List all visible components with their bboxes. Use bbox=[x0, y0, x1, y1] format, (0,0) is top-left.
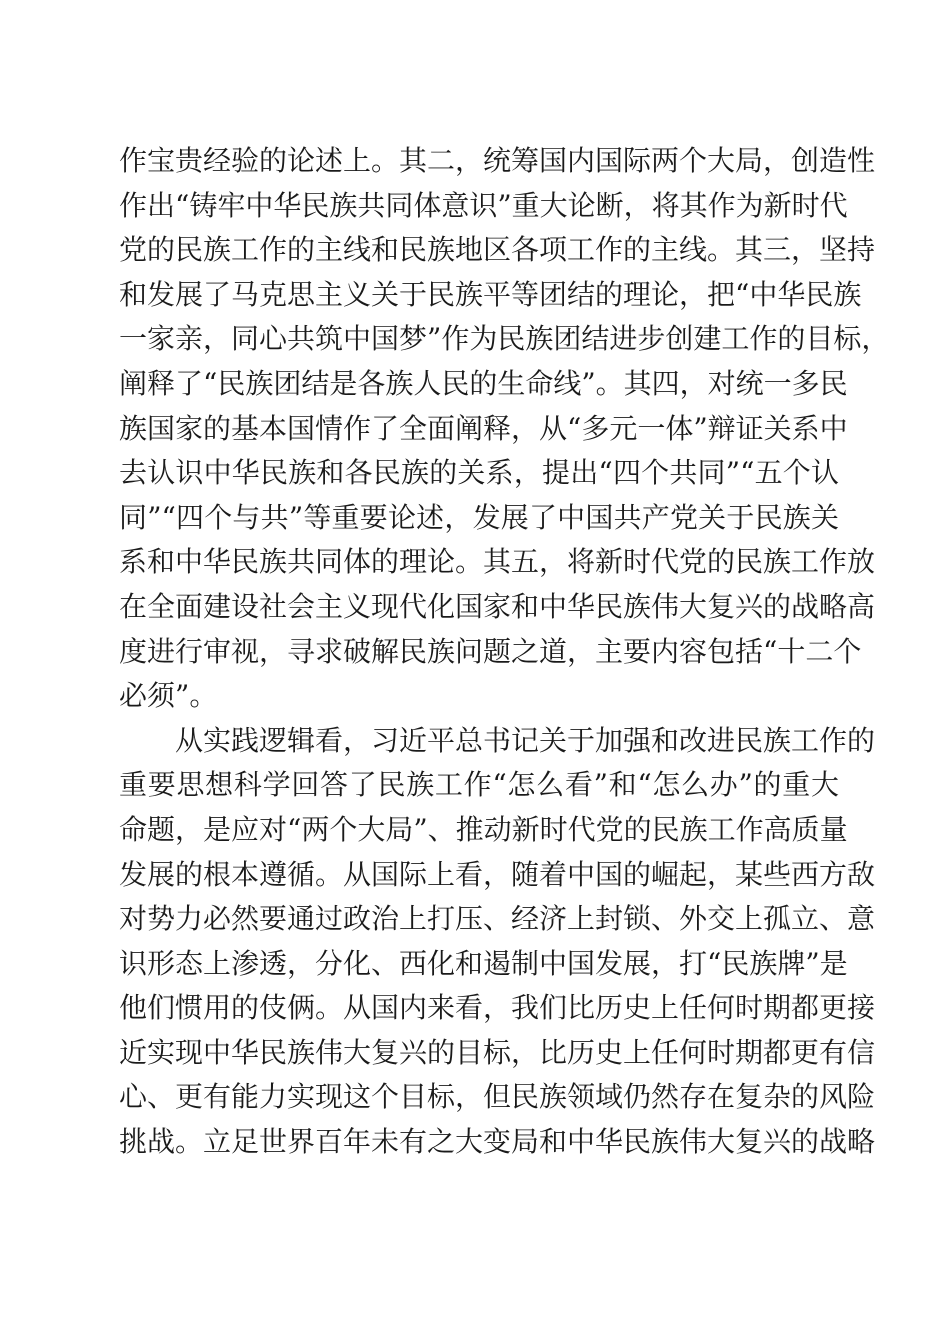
text-line: 和发展了马克思主义关于民族平等团结的理论，把“中华民族 bbox=[119, 277, 862, 311]
text-line: 在全面建设社会主义现代化国家和中华民族伟大复兴的战略高 bbox=[119, 589, 876, 623]
text-line: 识形态上渗透，分化、西化和遏制中国发展，打“民族牌”是 bbox=[119, 946, 848, 980]
text-line: 发展的根本遵循。从国际上看，随着中国的崛起，某些西方敌 bbox=[119, 857, 876, 891]
text-line: 族国家的基本国情作了全面阐释，从“多元一体”辩证关系中 bbox=[119, 411, 848, 445]
text-line: 他们惯用的伎俩。从国内来看，我们比历史上任何时期都更接 bbox=[119, 991, 876, 1025]
paragraph-2 bbox=[119, 719, 876, 1165]
text-line: 系和中华民族共同体的理论。其五，将新时代党的民族工作放 bbox=[119, 545, 876, 579]
text-line: 挑战。立足世界百年未有之大变局和中华民族伟大复兴的战略 bbox=[119, 1125, 876, 1159]
document-body bbox=[119, 139, 890, 1165]
text-line: 命题，是应对“两个大局”、推动新时代党的民族工作高质量 bbox=[119, 812, 848, 846]
text-line: 一家亲，同心共筑中国梦”作为民族团结进步创建工作的目标， bbox=[119, 322, 890, 356]
text-line: 去认识中华民族和各民族的关系，提出“四个共同”“五个认 bbox=[119, 456, 839, 490]
text-line: 度进行审视，寻求破解民族问题之道，主要内容包括“十二个 bbox=[119, 634, 862, 668]
text-line: 作出“铸牢中华民族共同体意识”重大论断，将其作为新时代 bbox=[119, 188, 848, 222]
text-line: 心、更有能力实现这个目标，但民族领域仍然存在复杂的风险 bbox=[119, 1080, 876, 1114]
text-line: 从实践逻辑看，习近平总书记关于加强和改进民族工作的 bbox=[175, 723, 876, 757]
text-line: 党的民族工作的主线和民族地区各项工作的主线。其三，坚持 bbox=[119, 233, 876, 267]
text-line: 阐释了“民族团结是各族人民的生命线”。其四，对统一多民 bbox=[119, 366, 848, 400]
text-line: 对势力必然要通过政治上打压、经济上封锁、外交上孤立、意 bbox=[119, 902, 876, 936]
text-line: 作宝贵经验的论述上。其二，统筹国内国际两个大局，创造性 bbox=[119, 144, 876, 177]
text-line: 近实现中华民族伟大复兴的目标，比历史上任何时期都更有信 bbox=[119, 1035, 876, 1069]
text-line: 重要思想科学回答了民族工作“怎么看”和“怎么办”的重大 bbox=[119, 768, 839, 802]
text-line: 同”“四个与共”等重要论述，发展了中国共产党关于民族关 bbox=[119, 500, 839, 534]
paragraph-1 bbox=[119, 139, 890, 719]
text-line: 必须”。 bbox=[119, 679, 218, 713]
